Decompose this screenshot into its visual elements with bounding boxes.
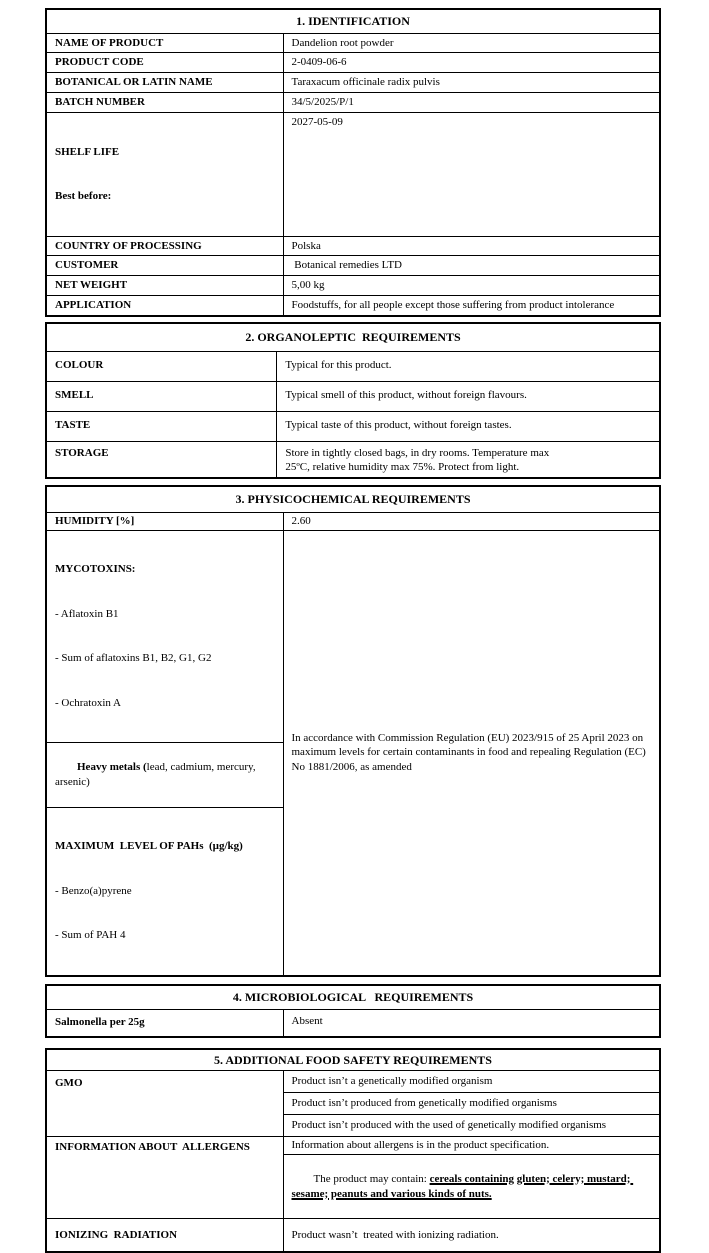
label-text: COUNTRY OF PROCESSING bbox=[55, 239, 202, 252]
label-text: BATCH NUMBER bbox=[55, 96, 145, 109]
section-title: 1. IDENTIFICATION bbox=[46, 9, 660, 33]
mycotoxins-heading: MYCOTOXINS: bbox=[55, 563, 136, 576]
table-row bbox=[46, 1219, 660, 1252]
row-label bbox=[46, 441, 277, 478]
table-row bbox=[46, 411, 660, 441]
label-text: SMELL bbox=[55, 388, 94, 401]
row-value: Typical smell of this product, without foreign flavours. bbox=[277, 381, 660, 411]
row-value: 2-0409-06-6 bbox=[283, 53, 660, 73]
allergens-label bbox=[46, 1137, 283, 1219]
gmo-statement: Product isn’t a genetically modified organism bbox=[283, 1071, 660, 1093]
row-value: Absent bbox=[283, 1009, 660, 1037]
label-text: SHELF LIFE bbox=[55, 145, 120, 158]
row-label bbox=[46, 276, 283, 296]
label-subtext: Best before: bbox=[55, 190, 112, 203]
section-header-row bbox=[46, 985, 660, 1009]
food-safety-table bbox=[45, 1048, 661, 1253]
row-value: Taraxacum officinale radix pulvis bbox=[283, 73, 660, 93]
row-value: 5,00 kg bbox=[283, 276, 660, 296]
table-row bbox=[46, 512, 660, 530]
row-label bbox=[46, 512, 283, 530]
section-header-row bbox=[46, 323, 660, 351]
label-text: STORAGE bbox=[55, 446, 109, 459]
table-row bbox=[46, 256, 660, 276]
section-title: 5. ADDITIONAL FOOD SAFETY REQUIREMENTS bbox=[46, 1049, 660, 1071]
table-row bbox=[46, 236, 660, 256]
label-text: NAME OF PRODUCT bbox=[55, 36, 164, 49]
row-value: Typical taste of this product, without foreign tastes. bbox=[277, 411, 660, 441]
mycotoxins-cell bbox=[46, 530, 283, 743]
section-header-row bbox=[46, 486, 660, 512]
label-text: HUMIDITY [%] bbox=[55, 514, 135, 527]
table-row bbox=[46, 276, 660, 296]
organoleptic-table bbox=[45, 322, 661, 479]
row-label bbox=[46, 93, 283, 113]
table-row bbox=[46, 33, 660, 53]
specification-document bbox=[45, 8, 661, 1253]
label-text: GMO bbox=[55, 1077, 83, 1090]
table-row bbox=[46, 530, 660, 743]
gmo-statement: Product isn’t produced with the used of genetically modified organisms bbox=[283, 1115, 660, 1137]
label-text: TASTE bbox=[55, 418, 91, 431]
pahs-cell bbox=[46, 807, 283, 976]
row-label bbox=[46, 53, 283, 73]
label-text: NET WEIGHT bbox=[55, 279, 128, 292]
row-label bbox=[46, 112, 283, 236]
table-row bbox=[46, 441, 660, 478]
label-text: PRODUCT CODE bbox=[55, 56, 144, 69]
label-text: COLOUR bbox=[55, 358, 104, 371]
label-text: IONIZING RADIATION bbox=[55, 1228, 178, 1241]
row-label bbox=[46, 381, 277, 411]
gmo-statement: Product isn’t produced from genetically modified organisms bbox=[283, 1093, 660, 1115]
table-row bbox=[46, 112, 660, 236]
row-value: Typical for this product. bbox=[277, 351, 660, 381]
section-title: 4. MICROBIOLOGICAL REQUIREMENTS bbox=[46, 985, 660, 1009]
section-title: 3. PHYSICOCHEMICAL REQUIREMENTS bbox=[46, 486, 660, 512]
label-text: BOTANICAL OR LATIN NAME bbox=[55, 76, 213, 89]
section-header-row bbox=[46, 1049, 660, 1071]
regulation-cell: In accordance with Commission Regulation (EU) 2023/915 of 25 April 2023 on maximum levels for certain contaminants in food and repealing Regulation (EC) No 1881/2006, as amended bbox=[283, 530, 660, 976]
table-row bbox=[46, 1009, 660, 1037]
table-row bbox=[46, 296, 660, 316]
label-text: CUSTOMER bbox=[55, 259, 119, 272]
microbiological-table bbox=[45, 984, 661, 1038]
row-label bbox=[46, 236, 283, 256]
section-title: 2. ORGANOLEPTIC REQUIREMENTS bbox=[46, 323, 660, 351]
heavy-metals-detail: lead, cadmium, mercury, arsenic) bbox=[55, 761, 259, 789]
mycotoxins-item: - Aflatoxin B1 bbox=[55, 607, 119, 620]
row-label bbox=[46, 351, 277, 381]
row-value: Dandelion root powder bbox=[283, 33, 660, 53]
row-label bbox=[46, 256, 283, 276]
label-text: Salmonella per 25g bbox=[55, 1016, 145, 1029]
ionizing-label bbox=[46, 1219, 283, 1252]
table-row bbox=[46, 93, 660, 113]
allergens-statement: Information about allergens is in the product specification. bbox=[283, 1137, 660, 1155]
table-row bbox=[46, 53, 660, 73]
table-row bbox=[46, 1137, 660, 1155]
pahs-item: - Benzo(a)pyrene bbox=[55, 884, 132, 897]
row-value: Store in tightly closed bags, in dry rooms. Temperature max 25ºC, relative humidity max 75%. Protect from light. bbox=[277, 441, 660, 478]
physicochemical-table bbox=[45, 485, 661, 977]
mycotoxins-item: - Ochratoxin A bbox=[55, 696, 121, 709]
table-row bbox=[46, 381, 660, 411]
allergens-detail-prefix: The product may contain: bbox=[313, 1172, 430, 1185]
label-text: INFORMATION ABOUT ALLERGENS bbox=[55, 1141, 250, 1154]
row-label bbox=[46, 1009, 283, 1037]
heavy-metals-cell bbox=[46, 743, 283, 807]
row-value: Polska bbox=[283, 236, 660, 256]
ionizing-statement: Product wasn’t treated with ionizing radiation. bbox=[283, 1219, 660, 1252]
pahs-heading: MAXIMUM LEVEL OF PAHs (µg/kg) bbox=[55, 840, 243, 853]
allergens-detail bbox=[283, 1155, 660, 1219]
humidity-value: 2.60 bbox=[283, 512, 660, 530]
row-label bbox=[46, 411, 277, 441]
allergens-detail-list: cereals containing gluten; celery; mustard; sesame; peanuts and various kinds of nuts. bbox=[291, 1172, 634, 1200]
table-row bbox=[46, 73, 660, 93]
row-label bbox=[46, 73, 283, 93]
row-value: 2027-05-09 bbox=[283, 112, 660, 236]
mycotoxins-item: - Sum of aflatoxins B1, B2, G1, G2 bbox=[55, 652, 212, 665]
row-value: Botanical remedies LTD bbox=[283, 256, 660, 276]
identification-table bbox=[45, 8, 661, 317]
row-label bbox=[46, 296, 283, 316]
section-header-row bbox=[46, 9, 660, 33]
table-row bbox=[46, 351, 660, 381]
heavy-metals-heading: Heavy metals ( bbox=[77, 761, 147, 774]
label-text: APPLICATION bbox=[55, 299, 132, 312]
pahs-item: - Sum of PAH 4 bbox=[55, 929, 126, 942]
row-value: Foodstuffs, for all people except those suffering from product intolerance bbox=[283, 296, 660, 316]
row-label bbox=[46, 33, 283, 53]
gmo-label bbox=[46, 1071, 283, 1137]
row-value: 34/5/2025/P/1 bbox=[283, 93, 660, 113]
table-row bbox=[46, 1071, 660, 1093]
